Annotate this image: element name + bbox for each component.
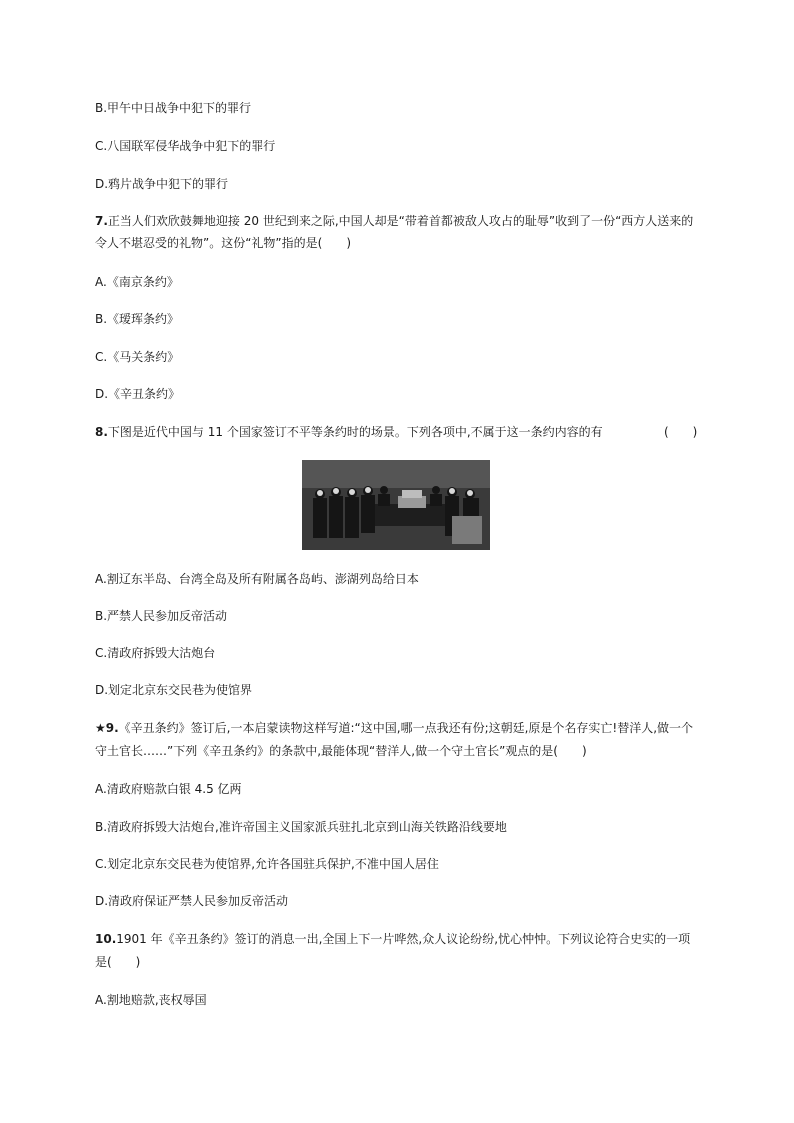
- question-9-option-d: D.清政府保证严禁人民参加反帝活动: [95, 894, 289, 908]
- line-d-option: D.鸦片战争中犯下的罪行: [95, 177, 229, 191]
- line-c-option: C.八国联军侵华战争中犯下的罪行: [95, 139, 276, 153]
- question-7-option-d: D.《辛丑条约》: [95, 387, 181, 401]
- question-8-option-a: A.割辽东半岛、台湾全岛及所有附属各岛屿、澎湖列岛给日本: [95, 572, 419, 586]
- question-7-text: 正当人们欢欣鼓舞地迎接 20 世纪到来之际,中国人却是“带着首都被敌人攻占的耻辱”收到了一份“西方人送来的: [107, 214, 694, 228]
- question-8-option-b: B.严禁人民参加反帝活动: [95, 609, 228, 623]
- question-7-option-b: B.《瑷珲条约》: [95, 312, 180, 326]
- question-9-text-cont: 守土官长……”下列《辛丑条约》的条款中,最能体现“替洋人,做一个守土官长”观点的是( ): [95, 744, 587, 758]
- question-7-option-a: A.《南京条约》: [95, 275, 179, 289]
- question-7-text-cont: 令人不堪忍受的礼物”。这份“礼物”指的是( ): [95, 236, 352, 250]
- question-10-text: 1901 年《辛丑条约》签订的消息一出,全国上下一片哗然,众人议论纷纷,忧心忡忡。下列议论符合史实的一项: [116, 932, 691, 946]
- question-9-option-c: C.划定北京东交民巷为使馆界,允许各国驻兵保护,不准中国人居住: [95, 857, 439, 871]
- line-b-option: B.甲午中日战争中犯下的罪行: [95, 101, 252, 115]
- question-10-number: 10.: [95, 932, 117, 946]
- question-8-option-d: D.划定北京东交民巷为使馆界: [95, 683, 253, 697]
- treaty-signing-photo-illustration: [302, 460, 490, 550]
- question-9: [95, 720, 693, 736]
- question-8-number: 8.: [95, 425, 108, 439]
- question-10-option-a: A.割地赔款,丧权辱国: [95, 993, 207, 1007]
- question-9-number: ★9.: [95, 721, 119, 735]
- question-8-option-c: C.清政府拆毁大沽炮台: [95, 646, 216, 660]
- question-10: [95, 931, 690, 947]
- question-7: [95, 213, 693, 229]
- question-8-text: 下图是近代中国与 11 个国家签订不平等条约时的场景。下列各项中,不属于这一条约内容的有: [107, 425, 603, 439]
- question-8: [95, 424, 603, 440]
- question-7-option-c: C.《马关条约》: [95, 350, 180, 364]
- question-10-text-cont: 是( ): [95, 955, 141, 969]
- treaty-signing-photo: [302, 460, 490, 550]
- question-9-option-a: A.清政府赔款白银 4.5 亿两: [95, 782, 242, 796]
- question-9-option-b: B.清政府拆毁大沽炮台,准许帝国主义国家派兵驻扎北京到山海关铁路沿线要地: [95, 820, 507, 834]
- question-8-answer-paren: ( ): [664, 425, 698, 439]
- question-9-text: 《辛丑条约》签订后,一本启蒙读物这样写道:“这中国,哪一点我还有份;这朝廷,原是个名存实亡!替洋人,做一个: [118, 721, 694, 735]
- question-7-number: 7.: [95, 214, 108, 228]
